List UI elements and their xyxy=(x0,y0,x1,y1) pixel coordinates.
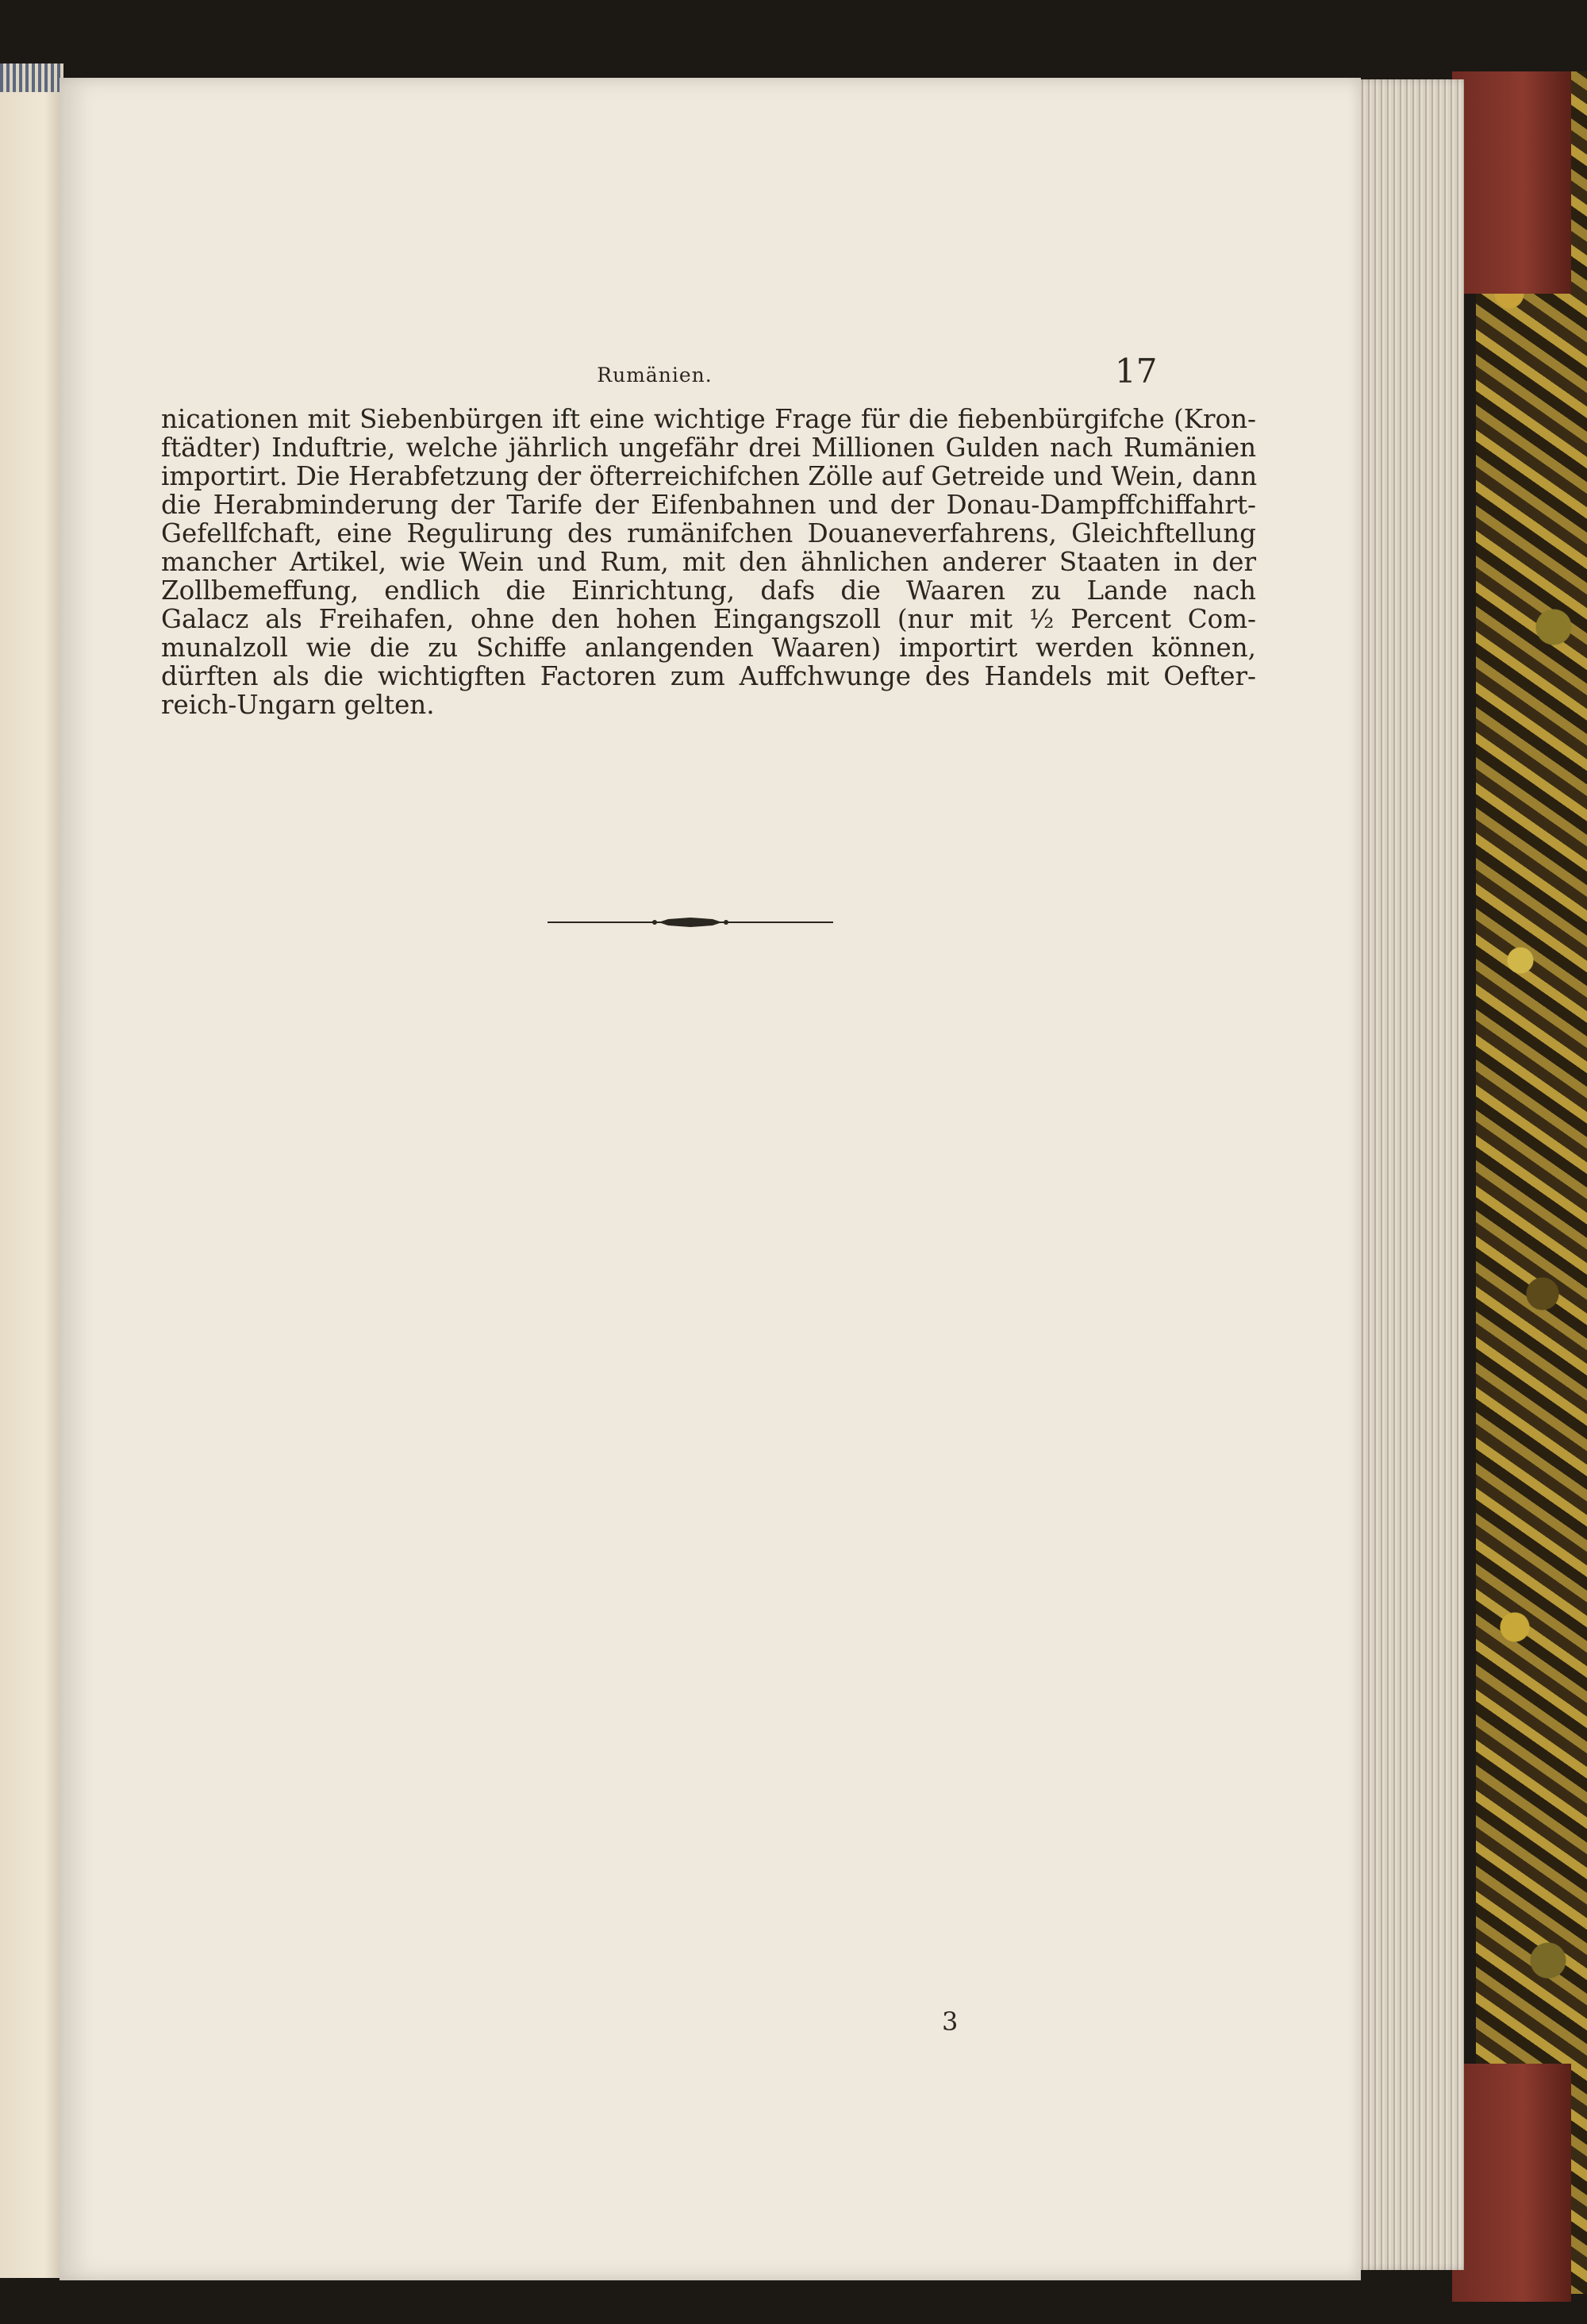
text-line: reich-Ungarn gelten. xyxy=(161,690,435,720)
text-line: ftädter) Induftrie, welche jährlich ungefähr drei Millionen Gulden nach Rumänien xyxy=(161,433,1256,463)
text-line: die Herabminderung der Tarife der Eifenbahnen und der Donau-Dampffchiffahrt- xyxy=(161,490,1256,520)
text-line: Galacz als Freihafen, ohne den hohen Eingangszoll (nur mit ½ Percent Com- xyxy=(161,604,1256,634)
text-line: mancher Artikel, wie Wein und Rum, mit den ähnlichen anderer Staaten in der xyxy=(161,547,1256,577)
text-line: importirt. Die Herabfetzung der öfterreichifchen Zölle auf Getreide und Wein, dann xyxy=(161,461,1258,491)
left-facing-page-edge xyxy=(0,63,63,2278)
cover-corner-bottom xyxy=(1452,2064,1571,2302)
ornamental-rule-icon xyxy=(548,910,833,934)
signature-mark: 3 xyxy=(942,2007,959,2037)
marbled-cover xyxy=(1476,71,1587,2294)
page-number: 17 xyxy=(1115,352,1158,391)
page-block-edges xyxy=(1353,79,1464,2270)
cover-corner-top xyxy=(1452,71,1571,294)
text-line: Zollbemeffung, endlich die Einrichtung, dafs die Waaren zu Lande nach xyxy=(161,575,1256,606)
text-line: munalzoll wie die zu Schiffe anlangenden Waaren) importirt werden können, xyxy=(161,633,1256,663)
text-line: Gefellfchaft, eine Regulirung des rumänifchen Douaneverfahrens, Gleichftellung xyxy=(161,518,1256,548)
running-head: Rumänien. xyxy=(597,364,713,387)
book-page xyxy=(60,78,1361,2280)
text-line: nicationen mit Siebenbürgen ift eine wichtige Frage für die fiebenbürgifche (Kron- xyxy=(161,404,1256,434)
left-binding-thread xyxy=(0,63,63,92)
body-paragraph xyxy=(161,405,1256,719)
text-line: dürften als die wichtigften Factoren zum Auffchwunge des Handels mit Oefter- xyxy=(161,661,1256,691)
